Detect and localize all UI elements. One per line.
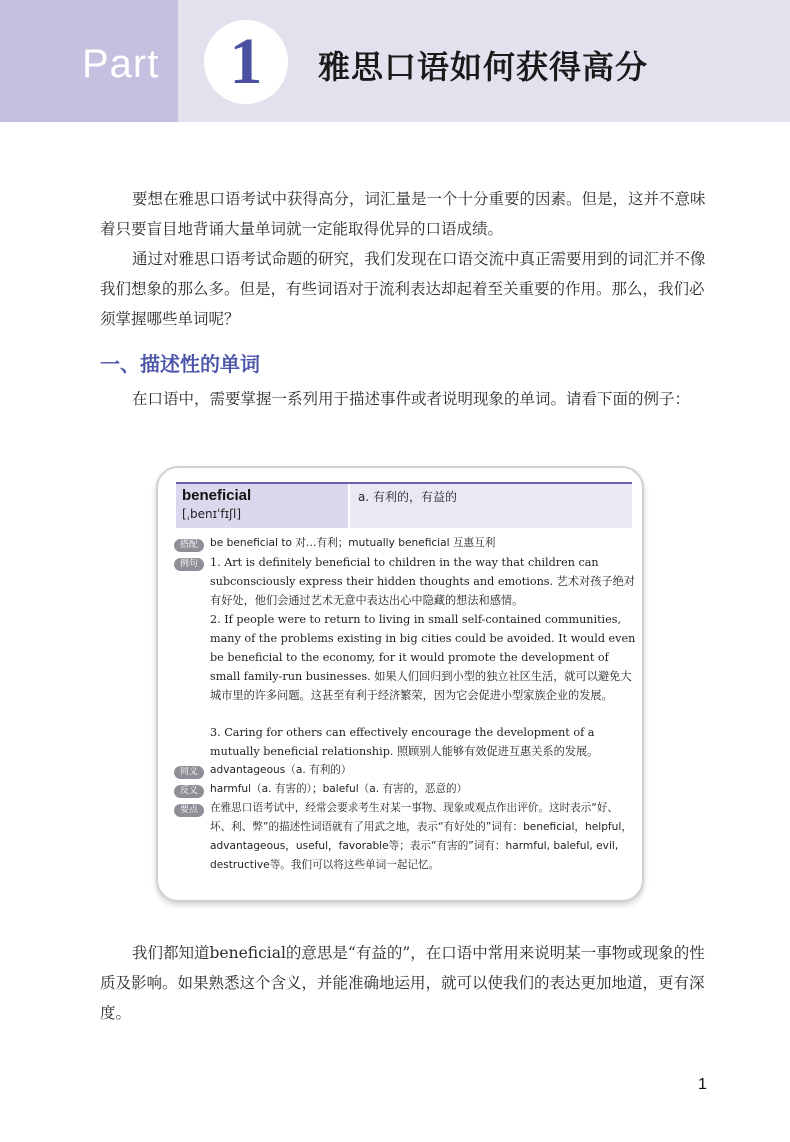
entry-definition: a. 有利的，有益的 — [358, 490, 457, 504]
example-tag: 例句 — [174, 558, 204, 571]
entry-phonetic: [ˌbenɪˈfɪʃl] — [182, 507, 242, 521]
example-3: 3. Caring for others can effectively encourage the development of a mutually beneficial relationship. 照顾别人能够有效促进互惠关系的发展。 — [210, 726, 599, 758]
chapter-title: 雅思口语如何获得高分 — [318, 48, 649, 86]
chapter-header — [0, 0, 790, 122]
example-1: 1. Art is definitely beneficial to children in the way that children can subconsciously express their hidden thoughts and emotions. 艺术对孩子绝对有好处，他们会通过艺术无意中表达出心中隐藏的想法和感情。 — [210, 556, 635, 607]
intro-paragraph-1 — [100, 184, 712, 244]
collocation-text: be beneficial to 对…有利；mutually beneficial 互惠互利 — [210, 537, 496, 549]
closing-paragraph-text: 我们都知道beneficial的意思是“有益的”，在口语中常用来说明某一事物或现象的性质及影响。如果熟悉这个含义，并能准确地运用，就可以使我们的表达更加地道，更有深度。 — [100, 944, 705, 1022]
antonym-text: harmful（a. 有害的）；baleful（a. 有害的，恶意的） — [210, 783, 468, 795]
section-heading: 一、描述性的单词 — [100, 352, 260, 376]
synonym-tag: 同义 — [174, 766, 204, 779]
vocabulary-card — [156, 466, 644, 902]
collocation-tag: 搭配 — [174, 539, 204, 552]
section-paragraph — [100, 384, 712, 414]
synonym-text: advantageous（a. 有利的） — [210, 764, 352, 776]
intro-paragraph-2 — [100, 244, 712, 334]
note-text: 在雅思口语考试中，经常会要求考生对某一事物、现象或观点作出评价。这时表示“好、坏、利、弊”的描述性词语就有了用武之地，表示“有好处的”词有：beneficial，helpful，advantageous，useful，favorable等；表示“有害的”词有：harmful, baleful, evil, destructive等。我们可以将这些单词一起记忆。 — [210, 802, 632, 871]
entry-header — [176, 482, 632, 528]
intro-paragraph-1-text: 要想在雅思口语考试中获得高分，词汇量是一个十分重要的因素。但是，这并不意味着只要盲目地背诵大量单词就一定能取得优异的口语成绩。 — [100, 190, 706, 238]
entry-definition-box — [350, 484, 632, 528]
entry-word: beneficial — [182, 487, 252, 504]
example-2: 2. If people were to return to living in small self-contained communities, many of the problems existing in big cities could be avoided. It would even be beneficial to the economy, for it would promote the development of small family-run businesses. 如果人们回归到小型的独立社区生活，就可以避免大城市里的许多问题。这甚至有利于经济繁荣，因为它会促进小型家族企业的发展。 — [210, 613, 636, 702]
section-paragraph-text: 在口语中，需要掌握一系列用于描述事件或者说明现象的单词。请看下面的例子： — [132, 390, 691, 408]
closing-paragraph — [100, 938, 712, 1028]
part-number-badge — [204, 20, 288, 104]
part-number: 1 — [229, 25, 263, 98]
page-number: 1 — [698, 1076, 707, 1093]
entry-word-box — [176, 484, 348, 528]
antonym-tag: 反义 — [174, 785, 204, 798]
part-label-block — [0, 0, 178, 122]
note-tag: 要点 — [174, 804, 204, 817]
part-label: Part — [82, 42, 160, 86]
intro-paragraph-2-text: 通过对雅思口语考试命题的研究，我们发现在口语交流中真正需要用到的词汇并不像我们想象的那么多。但是，有些词语对于流利表达却起着至关重要的作用。那么，我们必须掌握哪些单词呢？ — [100, 250, 706, 328]
